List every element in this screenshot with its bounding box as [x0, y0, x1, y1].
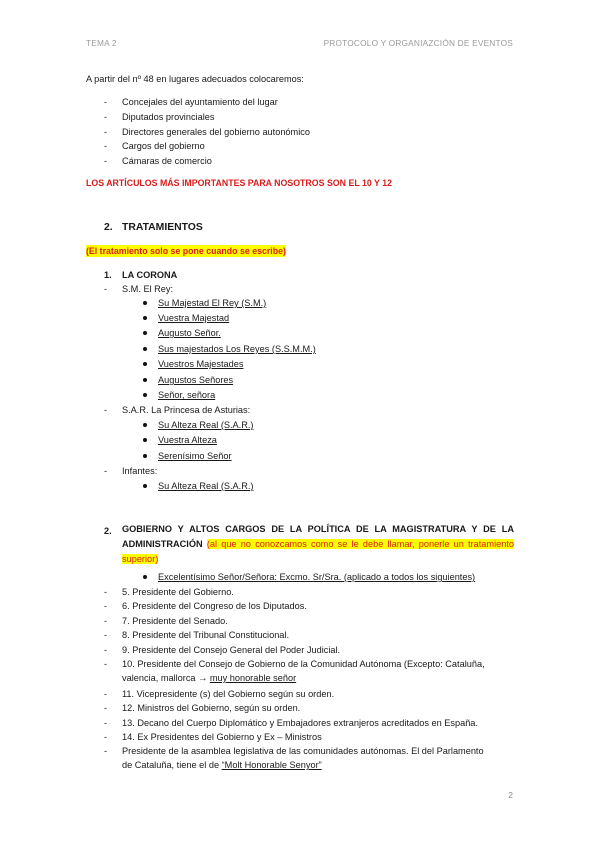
dash: -	[104, 112, 108, 122]
header-left: TEMA 2	[86, 38, 117, 48]
group-label: Infantes:	[122, 466, 158, 476]
gobierno-title: GOBIERNO Y ALTOS CARGOS DE LA POLÍTICA DE LA MAGISTRATURA Y DE LA ADMINISTRACIÓN	[122, 524, 514, 549]
honorific-underlined: “Molt Honorable Senyor”	[221, 760, 322, 770]
bullet	[143, 575, 147, 579]
dash: -	[104, 732, 108, 742]
list-item: Presidente de la asamblea legislativa de las comunidades autónomas. El del Parlamento	[122, 746, 484, 756]
bullet	[143, 423, 147, 427]
list-item: 14. Ex Presidentes del Gobierno y Ex – Ministros	[122, 732, 322, 742]
list-item: 7. Presidente del Senado.	[122, 616, 228, 626]
list-item: Concejales del ayuntamiento del lugar	[122, 97, 278, 107]
dash: -	[104, 718, 108, 728]
list-item: Diputados provinciales	[122, 112, 215, 122]
list-item: Su Alteza Real (S.A.R.)	[158, 481, 254, 491]
dash: -	[104, 405, 108, 415]
group-label: S.A.R. La Princesa de Asturias:	[122, 405, 251, 415]
dash: -	[104, 630, 108, 640]
section-note: (El tratamiento solo se pone cuando se escribe)	[86, 246, 286, 256]
list-item: 13. Decano del Cuerpo Diplomático y Embajadores extranjeros acreditados en España.	[122, 718, 478, 728]
list-item: Augusto Señor.	[158, 328, 221, 338]
gobierno-heading	[122, 522, 514, 567]
list-item-continuation	[122, 672, 296, 684]
list-item: 11. Vicepresidente (s) del Gobierno según su orden.	[122, 689, 335, 699]
list-item: Vuestros Majestades	[158, 359, 244, 369]
dash: -	[104, 616, 108, 626]
dash: -	[104, 645, 108, 655]
continuation-text: de Cataluña, tiene el de	[122, 760, 222, 770]
group-label: S.M. El Rey:	[122, 284, 174, 294]
dash: -	[104, 689, 108, 699]
dash: -	[104, 141, 108, 151]
list-item: Directores generales del gobierno autonómico	[122, 127, 310, 137]
bullet	[143, 362, 147, 366]
continuation-text: valencia, mallorca →	[122, 673, 210, 683]
list-item: 10. Presidente del Consejo de Gobierno de la Comunidad Autónoma (Excepto: Cataluña,	[122, 659, 485, 669]
corona-title: LA CORONA	[122, 270, 178, 280]
list-item: Señor, señora	[158, 390, 216, 400]
list-item: 5. Presidente del Gobierno.	[122, 587, 234, 597]
list-item: Vuestra Majestad	[158, 313, 230, 323]
important-note: LOS ARTÍCULOS MÁS IMPORTANTES PARA NOSOTROS SON EL 10 Y 12	[86, 178, 392, 188]
list-item: Su Alteza Real (S.A.R.)	[158, 420, 254, 430]
dash: -	[104, 466, 108, 476]
dash: -	[104, 127, 108, 137]
header-right: PROTOCOLO Y ORGANIAZCIÓN DE EVENTOS	[323, 38, 513, 48]
bullet	[143, 378, 147, 382]
bullet	[143, 331, 147, 335]
bullet	[143, 316, 147, 320]
list-item: Vuestra Alteza	[158, 435, 217, 445]
bullet	[143, 347, 147, 351]
gobierno-bullet: Excelentísimo Señor/Señora: Excmo. Sr/Sra. (aplicado a todos los siguientes)	[158, 572, 476, 582]
section-number: 2.	[104, 222, 113, 233]
page-number: 2	[508, 790, 513, 800]
bullet	[143, 393, 147, 397]
bullet	[143, 438, 147, 442]
honorific-underlined: muy honorable señor	[209, 673, 297, 683]
gobierno-note: (al que no conozcamos como se le debe llamar, ponerle un tratamiento superior)	[122, 539, 514, 564]
corona-number: 1.	[104, 270, 112, 280]
list-item: Su Majestad El Rey (S.M.)	[158, 298, 267, 308]
dash: -	[104, 746, 108, 756]
intro-text: A partir del nº 48 en lugares adecuados colocaremos:	[86, 74, 304, 84]
dash: -	[104, 601, 108, 611]
list-item: 6. Presidente del Congreso de los Diputados.	[122, 601, 307, 611]
gobierno-number: 2.	[104, 526, 112, 536]
list-item: Cámaras de comercio	[122, 156, 212, 166]
list-item: Sus majestados Los Reyes (S.S.M.M.)	[158, 344, 316, 354]
list-item: Augustos Señores	[158, 375, 234, 385]
dash: -	[104, 659, 108, 669]
list-item-continuation	[122, 759, 322, 771]
dash: -	[104, 97, 108, 107]
bullet	[143, 301, 147, 305]
dash: -	[104, 587, 108, 597]
section-title: TRATAMIENTOS	[122, 222, 203, 233]
list-item: Cargos del gobierno	[122, 141, 205, 151]
dash: -	[104, 703, 108, 713]
list-item: Serenísimo Señor	[158, 451, 232, 461]
bullet	[143, 454, 147, 458]
list-item: 9. Presidente del Consejo General del Poder Judicial.	[122, 645, 341, 655]
list-item: 8. Presidente del Tribunal Constitucional.	[122, 630, 290, 640]
bullet	[143, 484, 147, 488]
dash: -	[104, 284, 108, 294]
list-item: 12. Ministros del Gobierno, según su orden.	[122, 703, 301, 713]
dash: -	[104, 156, 108, 166]
